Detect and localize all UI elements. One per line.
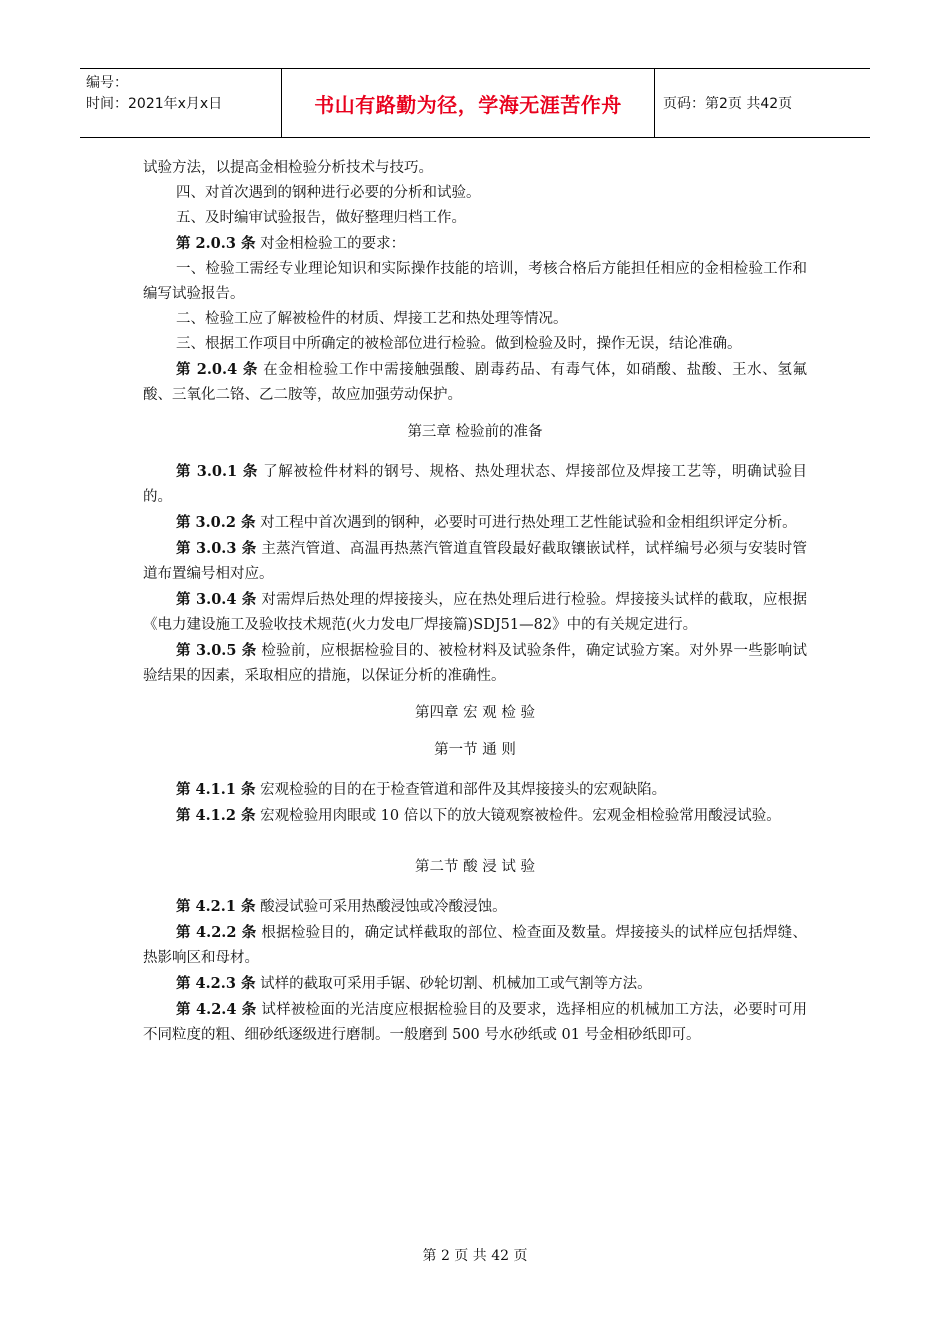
section-2-heading: 第二节 酸 浸 试 验 bbox=[415, 859, 535, 875]
paragraph: 五、及时编审试验报告，做好整理归档工作。 bbox=[176, 210, 466, 226]
chapter-4-heading: 第四章 宏 观 检 验 bbox=[415, 705, 535, 721]
article-number: 第 4.2.1 条 bbox=[176, 898, 256, 915]
article-4-2-2 bbox=[143, 920, 807, 971]
article-text: 了解被检件材料的钢号、规格、热处理状态、焊接部位及焊接工艺等，明确试验目的。 bbox=[143, 464, 807, 505]
article-text: 对工程中首次遇到的钢种，必要时可进行热处理工艺性能试验和金相组织评定分析。 bbox=[255, 515, 797, 531]
paragraph: 一、检验工需经专业理论知识和实际操作技能的培训，考核合格后方能担任相应的金相检验工作和编写试验报告。 bbox=[143, 261, 807, 302]
article-4-2-4 bbox=[143, 997, 807, 1048]
article-number: 第 3.0.2 条 bbox=[176, 514, 256, 531]
chapter-3-heading: 第三章 检验前的准备 bbox=[407, 424, 543, 440]
article-4-2-1 bbox=[143, 894, 807, 920]
paragraph: 三、根据工作项目中所确定的被检部位进行检验。做到检验及时，操作无误，结论准确。 bbox=[176, 336, 742, 352]
paragraph: 试验方法，以提高金相检验分析技术与技巧。 bbox=[143, 160, 433, 176]
article-text: 根据检验目的，确定试样截取的部位、检查面及数量。焊接接头的试样应包括焊缝、热影响区和母材。 bbox=[143, 925, 807, 966]
paragraph: 四、对首次遇到的钢种进行必要的分析和试验。 bbox=[176, 185, 481, 201]
number-label: 编号： bbox=[86, 75, 128, 91]
article-text: 对需焊后热处理的焊接接头，应在热处理后进行检验。焊接接头试样的截取，应根据《电力建设施工及验收技术规范(火力发电厂焊接篇)SDJ51—82》中的有关规定进行。 bbox=[143, 592, 807, 633]
page-header bbox=[80, 68, 870, 138]
article-text: 酸浸试验可采用热酸浸蚀或冷酸浸蚀。 bbox=[255, 899, 507, 915]
article-text: 在金相检验工作中需接触强酸、剧毒药品、有毒气体，如硝酸、盐酸、王水、氢氟酸、三氧化二铬、乙二胺等，故应加强劳动保护。 bbox=[143, 362, 807, 403]
article-text: 检验前，应根据检验目的、被检材料及试验条件，确定试验方案。对外界一些影响试验结果的因素，采取相应的措施，以保证分析的准确性。 bbox=[143, 643, 807, 684]
article-text: 主蒸汽管道、高温再热蒸汽管道直管段最好截取镶嵌试样，试样编号必须与安装时管道布置编号相对应。 bbox=[143, 541, 807, 582]
article-4-1-2 bbox=[143, 803, 807, 829]
article-4-1-1 bbox=[143, 777, 807, 803]
article-number: 第 4.2.3 条 bbox=[176, 975, 256, 992]
article-3-0-5 bbox=[143, 638, 807, 689]
article-2-0-3 bbox=[143, 231, 807, 257]
article-3-0-4 bbox=[143, 587, 807, 638]
article-number: 第 2.0.3 条 bbox=[176, 235, 256, 252]
article-number: 第 3.0.3 条 bbox=[176, 540, 257, 557]
article-3-0-1 bbox=[143, 459, 807, 510]
article-number: 第 3.0.5 条 bbox=[176, 642, 257, 659]
article-text: 试样被检面的光洁度应根据检验目的及要求，选择相应的机械加工方法，必要时可用不同粒度的粗、细砂纸逐级进行磨制。一般磨到 500 号水砂纸或 01 号金相砂纸即可。 bbox=[143, 1002, 807, 1043]
article-3-0-2 bbox=[143, 510, 807, 536]
article-text: 试样的截取可采用手锯、砂轮切割、机械加工或气割等方法。 bbox=[255, 976, 652, 992]
article-text: 对金相检验工的要求： bbox=[255, 236, 406, 252]
article-4-2-3 bbox=[143, 971, 807, 997]
article-number: 第 4.2.2 条 bbox=[176, 924, 257, 941]
section-1-heading: 第一节 通 则 bbox=[434, 742, 516, 758]
article-text: 宏观检验的目的在于检查管道和部件及其焊接接头的宏观缺陷。 bbox=[255, 782, 667, 798]
article-number: 第 2.0.4 条 bbox=[176, 361, 258, 378]
header-page-number: 页码：第2页 共42页 bbox=[663, 96, 793, 112]
page-footer: 第 2 页 共 42 页 bbox=[422, 1248, 528, 1264]
header-meta bbox=[80, 69, 281, 137]
header-motto: 书山有路勤为径，学海无涯苦作舟 bbox=[281, 69, 655, 137]
article-number: 第 4.1.2 条 bbox=[176, 807, 256, 824]
time-label: 时间：2021年x月x日 bbox=[86, 96, 223, 112]
document-body bbox=[143, 156, 807, 1048]
article-number: 第 3.0.1 条 bbox=[176, 463, 258, 480]
article-number: 第 4.2.4 条 bbox=[176, 1001, 257, 1018]
article-number: 第 3.0.4 条 bbox=[176, 591, 257, 608]
paragraph: 二、检验工应了解被检件的材质、焊接工艺和热处理等情况。 bbox=[176, 311, 568, 327]
article-2-0-4 bbox=[143, 357, 807, 408]
article-number: 第 4.1.1 条 bbox=[176, 781, 256, 798]
article-3-0-3 bbox=[143, 536, 807, 587]
article-text: 宏观检验用肉眼或 10 倍以下的放大镜观察被检件。宏观金相检验常用酸浸试验。 bbox=[255, 808, 781, 824]
